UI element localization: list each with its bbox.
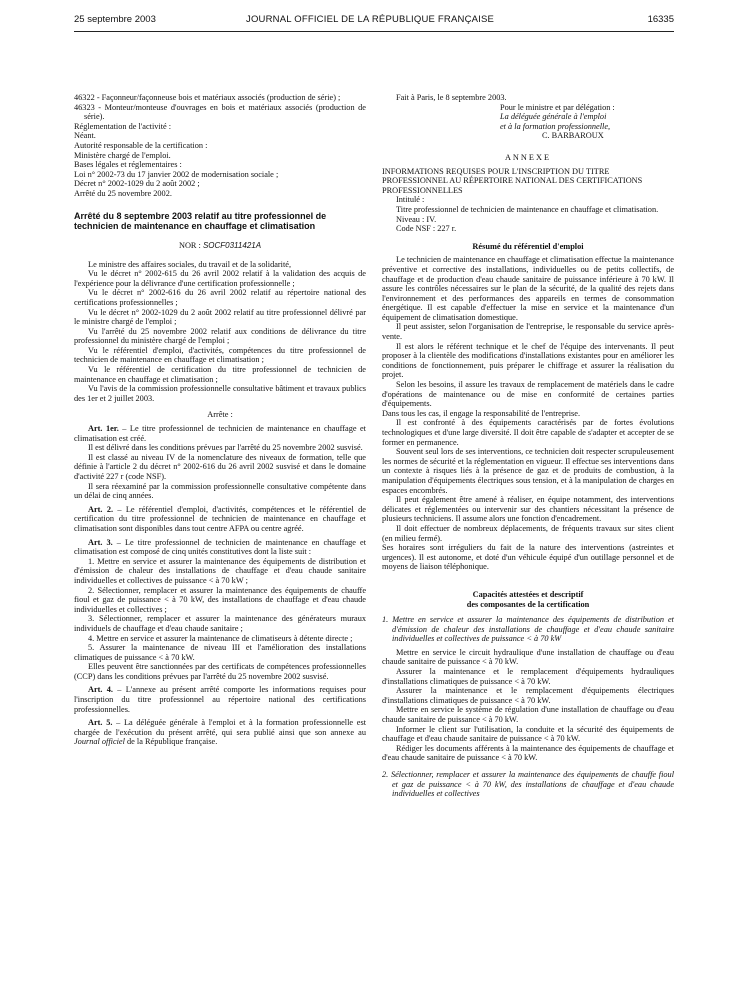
- legal-basis: Loi n° 2002-73 du 17 janvier 2002 de modernisation sociale ;: [74, 169, 279, 179]
- header-date: 25 septembre 2003: [74, 14, 156, 25]
- annexe-heading: ANNEXE: [504, 152, 552, 162]
- article-4: [74, 685, 366, 714]
- capacity-item: Informer le client sur l'utilisation, la conduite et la sécurité des équipements de chauffage et d'eau chaude sanitaire de puissance < à 70 kW.: [382, 724, 674, 744]
- regulation-value: Néant.: [74, 131, 96, 141]
- capacities-heading-line: Capacités attestées et descriptif: [472, 589, 584, 599]
- resume-paragraph: Il doit effectuer de nombreux déplacements, de fréquents travaux sur sites client (en milieu fermé).: [382, 523, 674, 543]
- capacity-1-title: 1. Mettre en service et assurer la maintenance des équipements de distribution et d'émission de chaleur des installations de chauffage et d'eau chaude sanitaire individuelles et collectives de puissance < à 70 kW: [382, 615, 674, 644]
- article-text: – L'annexe au présent arrêté comporte les informations requises pour l'inscription du titre professionnel au répertoire national des certifications professionnelles.: [74, 685, 366, 714]
- capacities-heading-line: des composantes de la certification: [466, 599, 590, 609]
- article-text: – La déléguée générale à l'emploi et à la formation professionnelle est chargée de l'exécution du présent arrêté, qui sera publié ainsi que son annexe au: [74, 718, 366, 737]
- resume-paragraph: Selon les besoins, il assure les travaux de remplacement de matériels dans le cadre d'opérations de maintenance ou de mise en conformité de certaines parties d'équipements.: [382, 380, 674, 409]
- article-text: de la République française.: [124, 737, 218, 747]
- unit-item: 3. Sélectionner, remplacer et assurer la maintenance des générateurs muraux individuels de chauffage et d'eau chaude sanitaire ;: [74, 614, 366, 633]
- resume-paragraph: Souvent seul lors de ses interventions, ce technicien doit respecter scrupuleusement les normes de sécurité et la réglementation en vigueur. Il effectue ses interventions dans un contexte à risques liés à la présence de gaz et de produits de combustion, à la manipulation d'équipements électriques sous tension, et à la manipulation de charges en espaces encombrés.: [382, 447, 674, 495]
- arrete-label: Arrête :: [207, 410, 233, 420]
- capacity-item: Assurer la maintenance et le remplacement d'équipements électriques d'installations climatiques de puissance < à 70 kW.: [382, 686, 674, 705]
- legal-bases-label: Bases légales et réglementaires :: [74, 160, 182, 170]
- info-title: INFORMATIONS REQUISES POUR L'INSCRIPTION DU TITRE PROFESSIONNEL AU RÉPERTOIRE NATIONAL DES CERTIFICATIONS PROFESSIONNELLES: [382, 166, 643, 195]
- preamble-line: Vu l'avis de la commission professionnelle consultative bâtiment et travaux publics des 1er et 2 juillet 2003.: [74, 384, 366, 403]
- preamble-line: Vu l'arrêté du 25 novembre 2002 relatif aux conditions de délivrance du titre professionnel du ministère chargé de l'emploi ;: [74, 326, 366, 346]
- article-2: [74, 505, 366, 534]
- code-nsf: Code NSF : 227 r.: [396, 224, 457, 234]
- legal-basis: Décret n° 2002-1029 du 2 août 2002 ;: [74, 179, 200, 189]
- article-paragraph: Il sera réexaminé par la commission professionnelle consultative compétente dans un délai de cinq années.: [74, 481, 366, 501]
- preamble-line: Vu le décret n° 2002-1029 du 2 août 2002 relatif au titre professionnel délivré par le ministre chargé de l'emploi ;: [74, 307, 366, 327]
- unit-item: 5. Assurer la maintenance de niveau III et l'amélioration des installations climatiques de puissance < à 70 kW.: [74, 643, 366, 662]
- resume-paragraph: Le technicien de maintenance en chauffage et climatisation effectue la maintenance préventive et corrective des installations, individuelles ou de petits collectifs, de chauffage et de production d'eau chaude sanitaire de puissance inférieure à 70 kW. Il assure les contrôles nécessaires sur le plan de la sécurité, de la qualité des rejets dans l'environnement et des performances des appareils en termes de consommation énergétique. Il est capable d'effectuer la mise en service et la maintenance d'un équipement de climatisation domestique.: [382, 255, 674, 322]
- right-column: [382, 93, 674, 799]
- article-text: – Le titre professionnel de technicien de maintenance en chauffage et climatisation est composé de cinq unités constitutives dont la liste suit :: [74, 537, 367, 557]
- intitule-value: Titre professionnel de technicien de maintenance en chauffage et climatisation.: [396, 204, 659, 214]
- preamble-line: Vu le référentiel de certification du titre professionnel de technicien de maintenance en chauffage et climatisation ;: [74, 365, 366, 384]
- header-rule: [74, 31, 674, 32]
- regulation-label: Réglementation de l'activité :: [74, 121, 172, 131]
- preamble-line: Vu le décret n° 2002-616 du 26 avril 2002 relatif au répertoire national des certifications professionnelles ;: [74, 288, 366, 307]
- signature-line: Pour le ministre et par délégation :: [500, 102, 615, 112]
- unit-item: 1. Mettre en service et assurer la maintenance des équipements de distribution et d'émission de chaleur des installations de chauffage et d'eau chaude sanitaire individuelles et collectives de puissance < à 70 kW ;: [74, 556, 366, 585]
- article-3: [74, 538, 366, 557]
- capacity-item: Rédiger les documents afférents à la maintenance des équipements de chauffage et d'eau chaude sanitaire de puissance < à 70 kW.: [382, 743, 674, 763]
- nor-label: NOR :: [178, 240, 203, 250]
- resume-paragraph: Ses horaires sont irréguliers du fait de la nature des interventions (astreintes et urgences). Il est autonome, et doté d'un véhicule équipé d'un outillage personnel et de moyens de liaison téléphonique.: [382, 543, 674, 572]
- capacity-item: Mettre en service le système de régulation d'une installation de chauffage ou d'eau chaude sanitaire de puissance < à 70 kW.: [382, 705, 674, 725]
- preamble-line: Le ministre des affaires sociales, du travail et de la solidarité,: [88, 259, 292, 269]
- resume-heading: Résumé du référentiel d'emploi: [472, 241, 584, 251]
- article-paragraph: Il est classé au niveau IV de la nomenclature des niveaux de formation, telle que définie à l'article 2 du décret n° 2002-616 du 26 avril 2002 susvisé et dans le domaine d'activité 227 r (code NSF).: [74, 452, 366, 481]
- article-text: – Le titre professionnel de technicien de maintenance en chauffage et climatisation est créé.: [74, 424, 366, 443]
- unit-item: 2. Sélectionner, remplacer et assurer la maintenance des équipements de chauffe fioul et gaz de puissance < à 70 kW, des installations de chauffage et d'eau chaude individuelles et collectives ;: [74, 585, 366, 614]
- authority-value: Ministère chargé de l'emploi.: [74, 150, 171, 160]
- list-item: 46322 - Façonneur/façonneuse bois et matériaux associés (production de série) ;: [74, 93, 341, 102]
- resume-paragraph: Dans tous les cas, il engage la responsabilité de l'entreprise.: [382, 408, 581, 418]
- nor-reference: [74, 241, 366, 251]
- capacities-heading: [382, 590, 674, 609]
- article-label: Art. 2.: [88, 504, 114, 514]
- page-header: [74, 14, 674, 28]
- arrete-title: Arrêté du 8 septembre 2003 relatif au titre professionnel de technicien de maintenance en chauffage et climatisation: [74, 210, 327, 231]
- authority-label: Autorité responsable de la certification :: [74, 140, 208, 150]
- capacity-item: Assurer la maintenance et le remplacement d'équipements hydrauliques d'installations climatiques de puissance < à 70 kW.: [382, 667, 674, 686]
- article-5: [74, 718, 366, 747]
- resume-paragraph: Il peut assister, selon l'organisation de l'entreprise, le responsable du service après-vente.: [382, 322, 674, 342]
- legal-basis: Arrêté du 25 novembre 2002.: [74, 188, 172, 198]
- signature-line: et à la formation professionnelle,: [500, 121, 611, 131]
- nor-value: SOCF0311421A: [202, 240, 262, 250]
- resume-paragraph: Il est alors le référent technique et le chef de l'équipe des intervenants. Il peut proposer à la clientèle des modifications d'installations existantes pour en améliorer les conditions de fonctionnement, puis préparer le chiffrage et assurer la réalisation du projet.: [382, 341, 674, 380]
- left-column: [74, 93, 366, 747]
- niveau: Niveau : IV.: [396, 214, 437, 224]
- article-paragraph: Elles peuvent être sanctionnées par des certificats de compétences professionnelles (CCP) dans les conditions prévues par l'arrêté du 25 novembre 2002 susvisé.: [74, 662, 366, 681]
- signature-line: La déléguée générale à l'emploi: [500, 112, 607, 122]
- capacity-2-title: 2. Sélectionner, remplacer et assurer la maintenance des équipements de chauffe fioul et gaz de puissance < à 70 kW, des installations de chauffage et d'eau chaude individuelles et collectives: [382, 770, 674, 799]
- header-journal-title: JOURNAL OFFICIEL DE LA RÉPUBLIQUE FRANÇAISE: [246, 14, 495, 25]
- intitule-label: Intitulé :: [396, 195, 425, 205]
- resume-paragraph: Il peut également être amené à réaliser, en équipe notamment, des interventions délicates et réglementées ou intervenir sur des chantiers nécessitant la présence de plusieurs techniciens. Il assume alors une fonction d'encadrement.: [382, 495, 674, 524]
- preamble-line: Vu le décret n° 2002-615 du 26 avril 2002 relatif à la validation des acquis de l'expérience pour la délivrance d'une certification professionnelle ;: [74, 269, 366, 288]
- capacity-item: Mettre en service le circuit hydraulique d'une installation de chauffage ou d'eau chaude sanitaire de puissance < à 70 kW.: [382, 647, 674, 667]
- resume-paragraph: Il est confronté à des équipements caractérisés par de fortes évolutions technologiques et d'une large diversité. Il doit être capable de s'adapter et accepter de se former en permanence.: [382, 418, 674, 447]
- list-item: 46323 - Monteur/monteuse d'ouvrages en bois et matériaux associés (production de série).: [74, 102, 366, 122]
- article-1: [74, 424, 366, 443]
- unit-item: 4. Mettre en service et assurer la maintenance de climatiseurs à détente directe ;: [88, 633, 353, 643]
- header-page-number: 16335: [647, 14, 674, 25]
- article-text: – Le référentiel d'emploi, d'activités, compétences et le référentiel de certification du titre professionnel de technicien de maintenance en chauffage et climatisation sont disponibles dans tout centre AFPA ou centre agréé.: [74, 504, 366, 533]
- signature-place-date: Fait à Paris, le 8 septembre 2003.: [396, 93, 507, 102]
- article-label: Art. 3.: [88, 537, 113, 547]
- article-paragraph: Il est délivré dans les conditions prévues par l'arrêté du 25 novembre 2002 susvisé.: [88, 443, 363, 453]
- article-label: Art. 4.: [88, 685, 114, 695]
- article-label: Art. 1er.: [88, 424, 119, 434]
- signatory-name: C. BARBAROUX: [542, 131, 604, 141]
- preamble-line: Vu le référentiel d'emploi, d'activités, compétences du titre professionnel de technicien de maintenance en chauffage et climatisation ;: [74, 345, 366, 365]
- article-label: Art. 5.: [88, 718, 113, 728]
- journal-officiel-ref: Journal officiel: [74, 737, 125, 747]
